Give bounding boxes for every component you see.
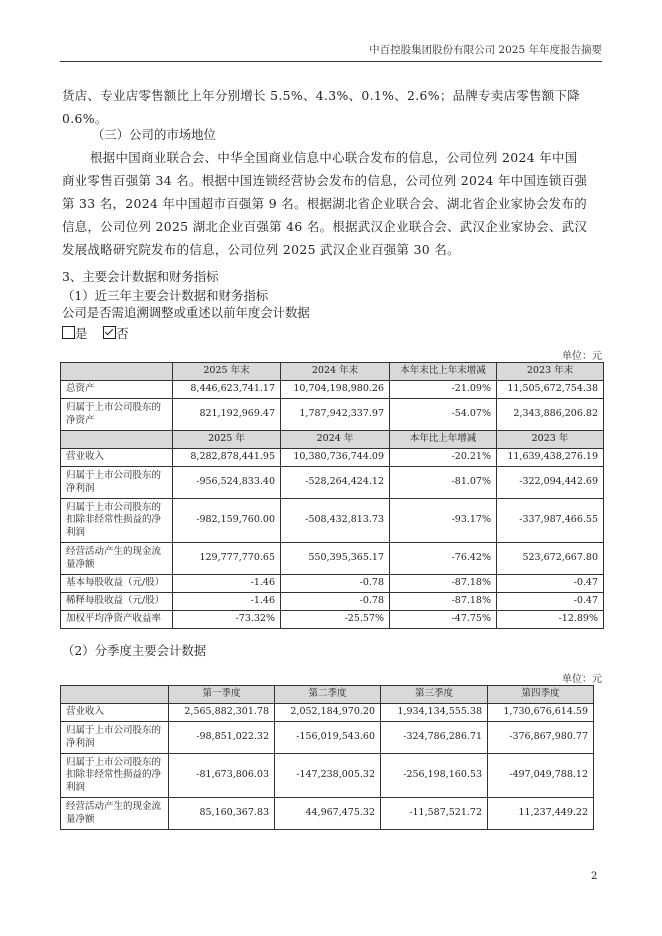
row-label: 归属于上市公司股东的净利润: [61, 467, 173, 499]
report-header: 中百控股集团股份有限公司 2025 年年度报告摘要: [369, 44, 602, 56]
table-row: [61, 611, 604, 629]
header-cell: 第二季度: [275, 686, 381, 704]
cell-value: -93.17%: [390, 499, 497, 543]
page-number: 2: [591, 871, 598, 882]
market-line: 信息，公司位列 2025 湖北企业百强第 46 名。根据武汉企业联合会、武汉企业家协会、武汉: [62, 219, 588, 234]
table-row: [61, 381, 604, 399]
table-row: [61, 449, 604, 467]
header-cell: 2023 年末: [497, 363, 604, 381]
table1-header-a: [61, 363, 604, 381]
row-label: 基本每股收益（元/股）: [61, 575, 173, 593]
cell-value: 2,565,882,301.78: [169, 704, 275, 722]
row-label: 经营活动产生的现金流量净额: [61, 543, 173, 575]
cell-value: 129,777,770.65: [173, 543, 281, 575]
table1-header-b: [61, 431, 604, 449]
cell-value: -73.32%: [173, 611, 281, 629]
cell-value: -0.47: [497, 593, 604, 611]
table-row: [61, 704, 594, 722]
header-cell: 第一季度: [169, 686, 275, 704]
no-checkbox[interactable]: [103, 326, 116, 339]
row-label: 归属于上市公司股东的净资产: [61, 399, 173, 431]
row-label: 归属于上市公司股东的扣除非经常性损益的净利润: [61, 754, 169, 798]
cell-value: 11,237,449.22: [488, 798, 594, 830]
yes-label: 是: [75, 326, 88, 341]
cell-value: -0.78: [281, 593, 390, 611]
header-cell: 2023 年: [497, 431, 604, 449]
row-label: 营业收入: [61, 704, 169, 722]
intro-line: 货店、专业店零售额比上年分别增长 5.5%、4.3%、0.1%、2.6%；品牌专卖店零售额下降: [62, 88, 581, 103]
header-cell: 第四季度: [488, 686, 594, 704]
market-position-paragraph: [62, 146, 602, 261]
table2-unit: 单位：元: [562, 674, 602, 685]
cell-value: -147,238,005.32: [275, 754, 381, 798]
cell-value: -322,094,442.69: [497, 467, 604, 499]
table-row: [61, 754, 594, 798]
cell-value: 821,192,969.47: [173, 399, 281, 431]
cell-value: -54.07%: [390, 399, 497, 431]
cell-value: 11,639,438,276.19: [497, 449, 604, 467]
cell-value: -21.09%: [390, 381, 497, 399]
header-cell: 2025 年末: [173, 363, 281, 381]
row-label: 加权平均净资产收益率: [61, 611, 173, 629]
cell-value: -11,587,521.72: [381, 798, 488, 830]
annual-financial-table: [60, 362, 604, 629]
quarterly-title: （2）分季度主要会计数据: [62, 643, 207, 658]
header-cell: 第三季度: [381, 686, 488, 704]
restate-options: [62, 324, 129, 342]
cell-value: -156,019,543.60: [275, 722, 381, 754]
row-label: 经营活动产生的现金流量净额: [61, 798, 169, 830]
cell-value: -982,159,760.00: [173, 499, 281, 543]
market-line: 发展战略研究院发布的信息，公司位列 2025 武汉企业百强第 30 名。: [62, 242, 460, 257]
cell-value: -256,198,160.53: [381, 754, 488, 798]
table-row: [61, 499, 604, 543]
cell-value: 2,052,184,970.20: [275, 704, 381, 722]
cell-value: -81,673,806.03: [169, 754, 275, 798]
quarterly-table: [60, 685, 594, 830]
market-line: 第 33 名，2024 年中国超市百强第 9 名。根据湖北省企业联合会、湖北省企业家协会发布的: [62, 196, 587, 211]
cell-value: 1,934,134,555.38: [381, 704, 488, 722]
header-cell: [61, 431, 173, 449]
header-cell: 2025 年: [173, 431, 281, 449]
yes-checkbox[interactable]: [62, 326, 75, 339]
cell-value: 550,395,365.17: [281, 543, 390, 575]
table-row: [61, 575, 604, 593]
header-cell: 本年末比上年末增减: [390, 363, 497, 381]
header-cell: 本年比上年增减: [390, 431, 497, 449]
cell-value: -98,851,022.32: [169, 722, 275, 754]
cell-value: -12.89%: [497, 611, 604, 629]
header-cell: 2024 年末: [281, 363, 390, 381]
cell-value: -47.75%: [390, 611, 497, 629]
header-cell: 2024 年: [281, 431, 390, 449]
row-label: 归属于上市公司股东的扣除非经常性损益的净利润: [61, 499, 173, 543]
cell-value: -87.18%: [390, 593, 497, 611]
section-3-sub1: （1）近三年主要会计数据和财务指标: [62, 288, 269, 303]
cell-value: 44,967,475.32: [275, 798, 381, 830]
cell-value: 2,343,886,206.82: [497, 399, 604, 431]
cell-value: -1.46: [173, 575, 281, 593]
table-row: [61, 543, 604, 575]
cell-value: -0.47: [497, 575, 604, 593]
row-label: 归属于上市公司股东的净利润: [61, 722, 169, 754]
row-label: 营业收入: [61, 449, 173, 467]
cell-value: 1,730,676,614.59: [488, 704, 594, 722]
row-label: 稀释每股收益（元/股）: [61, 593, 173, 611]
cell-value: -76.42%: [390, 543, 497, 575]
cell-value: -528,264,424.12: [281, 467, 390, 499]
cell-value: -1.46: [173, 593, 281, 611]
header-cell: [61, 363, 173, 381]
cell-value: -956,524,833.40: [173, 467, 281, 499]
table-row: [61, 722, 594, 754]
cell-value: 1,787,942,337.97: [281, 399, 390, 431]
cell-value: -324,786,286.71: [381, 722, 488, 754]
table-row: [61, 798, 594, 830]
restate-question: 公司是否需追溯调整或重述以前年度会计数据: [62, 305, 310, 320]
intro-line: 0.6%。: [62, 111, 108, 126]
table2-header: [61, 686, 594, 704]
cell-value: -376,867,980.77: [488, 722, 594, 754]
cell-value: -337,987,466.55: [497, 499, 604, 543]
table-row: [61, 399, 604, 431]
table-row: [61, 593, 604, 611]
section-3-title: 3、主要会计数据和财务指标: [62, 269, 219, 284]
table-row: [61, 467, 604, 499]
market-line: 根据中国商业联合会、中华全国商业信息中心联合发布的信息，公司位列 2024 年中国: [90, 150, 578, 165]
market-line: 商业零售百强第 34 名。根据中国连锁经营协会发布的信息，公司位列 2024 年中国连锁百强: [62, 173, 588, 188]
row-label: 总资产: [61, 381, 173, 399]
cell-value: -87.18%: [390, 575, 497, 593]
cell-value: 85,160,367.83: [169, 798, 275, 830]
cell-value: 11,505,672,754.38: [497, 381, 604, 399]
no-label: 否: [116, 326, 129, 341]
header-cell: [61, 686, 169, 704]
cell-value: -20.21%: [390, 449, 497, 467]
header-rule: [60, 61, 602, 62]
cell-value: 8,446,623,741.17: [173, 381, 281, 399]
intro-paragraph: [62, 84, 602, 130]
cell-value: 8,282,878,441.95: [173, 449, 281, 467]
market-position-heading: （三）公司的市场地位: [92, 127, 216, 142]
cell-value: -25.57%: [281, 611, 390, 629]
cell-value: -508,432,813.73: [281, 499, 390, 543]
cell-value: 523,672,667.80: [497, 543, 604, 575]
cell-value: -81.07%: [390, 467, 497, 499]
cell-value: 10,704,198,980.26: [281, 381, 390, 399]
cell-value: 10,380,736,744.09: [281, 449, 390, 467]
cell-value: -0.78: [281, 575, 390, 593]
table1-unit: 单位：元: [562, 351, 602, 362]
cell-value: -497,049,788.12: [488, 754, 594, 798]
